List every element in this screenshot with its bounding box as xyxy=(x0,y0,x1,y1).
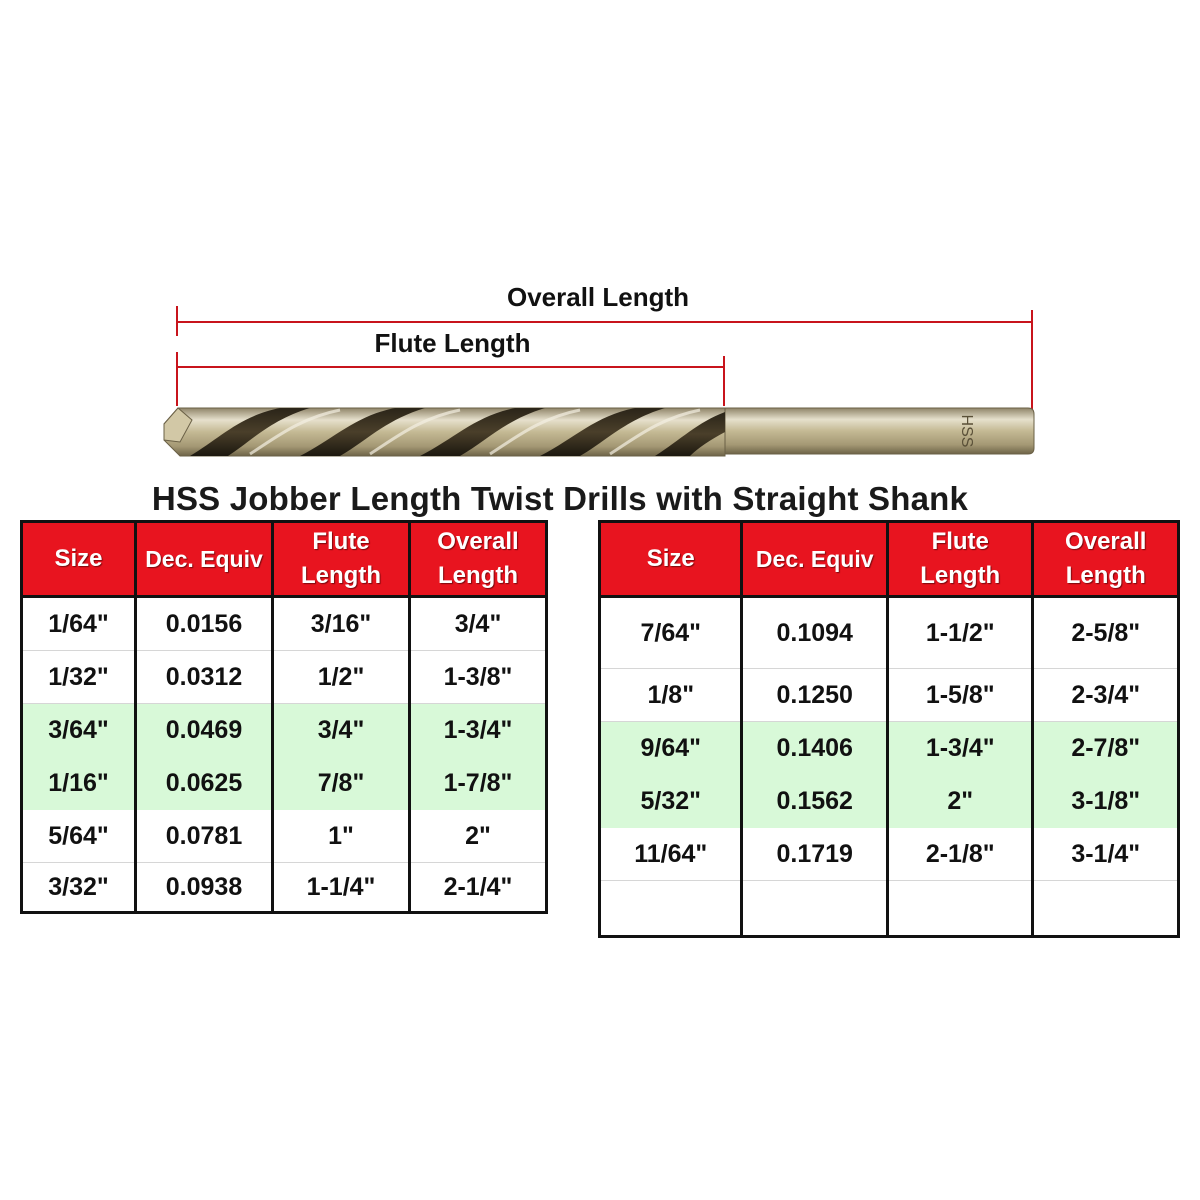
cell-size: 1/32" xyxy=(22,651,136,704)
cell-overall: 3-1/8" xyxy=(1033,775,1179,828)
column-header-overall-length: Overall Length xyxy=(1033,522,1179,597)
cell-flute: 2" xyxy=(887,775,1033,828)
table-row xyxy=(22,651,547,704)
cell-dec: 0.1094 xyxy=(742,597,888,669)
cell-overall: 2-7/8" xyxy=(1033,722,1179,775)
cell-flute xyxy=(887,881,1033,937)
drill-size-table-left xyxy=(20,520,548,914)
cell-flute: 3/16" xyxy=(273,597,410,651)
cell-size: 3/64" xyxy=(22,704,136,757)
cell-size: 3/32" xyxy=(22,863,136,913)
column-header-size: Size xyxy=(600,522,742,597)
cell-dec: 0.0156 xyxy=(136,597,273,651)
table-body-left xyxy=(22,597,547,913)
overall-length-left-tick xyxy=(176,306,178,336)
cell-size: 1/8" xyxy=(600,669,742,722)
column-header-size: Size xyxy=(22,522,136,597)
cell-overall: 2-3/4" xyxy=(1033,669,1179,722)
cell-flute: 1-1/4" xyxy=(273,863,410,913)
table-row xyxy=(600,669,1179,722)
cell-overall: 1-3/8" xyxy=(410,651,547,704)
cell-flute: 1" xyxy=(273,810,410,863)
table-row xyxy=(600,828,1179,881)
overall-length-right-tick xyxy=(1031,310,1033,410)
cell-dec: 0.0938 xyxy=(136,863,273,913)
cell-size: 1/16" xyxy=(22,757,136,810)
table-row xyxy=(22,810,547,863)
table-row xyxy=(22,757,547,810)
cell-overall: 1-3/4" xyxy=(410,704,547,757)
drill-size-table-right xyxy=(598,520,1180,938)
cell-overall xyxy=(1033,881,1179,937)
cell-dec: 0.1250 xyxy=(742,669,888,722)
table-row xyxy=(600,881,1179,937)
cell-size: 11/64" xyxy=(600,828,742,881)
table-body-right xyxy=(600,597,1179,937)
column-header-flute-length: Flute Length xyxy=(887,522,1033,597)
cell-flute: 3/4" xyxy=(273,704,410,757)
cell-dec: 0.1406 xyxy=(742,722,888,775)
cell-size: 9/64" xyxy=(600,722,742,775)
cell-overall: 1-7/8" xyxy=(410,757,547,810)
cell-dec xyxy=(742,881,888,937)
cell-dec: 0.0625 xyxy=(136,757,273,810)
table-row xyxy=(22,863,547,913)
table-row xyxy=(600,597,1179,669)
cell-flute: 2-1/8" xyxy=(887,828,1033,881)
flute-length-dimension-line xyxy=(177,366,725,368)
cell-dec: 0.1562 xyxy=(742,775,888,828)
cell-size: 1/64" xyxy=(22,597,136,651)
cell-size: 7/64" xyxy=(600,597,742,669)
cell-overall: 3/4" xyxy=(410,597,547,651)
cell-flute: 7/8" xyxy=(273,757,410,810)
table-row xyxy=(600,722,1179,775)
column-header-flute-length: Flute Length xyxy=(273,522,410,597)
overall-length-label: Overall Length xyxy=(506,282,690,312)
cell-size xyxy=(600,881,742,937)
page-title: HSS Jobber Length Twist Drills with Straight Shank xyxy=(151,480,969,517)
table-row xyxy=(600,775,1179,828)
column-header-dec-equiv: Dec. Equiv xyxy=(136,522,273,597)
table-row xyxy=(22,704,547,757)
overall-length-dimension-line xyxy=(177,321,1033,323)
column-header-overall-length: Overall Length xyxy=(410,522,547,597)
shank-marking: HSS xyxy=(958,414,975,448)
cell-dec: 0.1719 xyxy=(742,828,888,881)
cell-dec: 0.0312 xyxy=(136,651,273,704)
column-header-dec-equiv: Dec. Equiv xyxy=(742,522,888,597)
cell-flute: 1/2" xyxy=(273,651,410,704)
cell-overall: 2-1/4" xyxy=(410,863,547,913)
cell-flute: 1-3/4" xyxy=(887,722,1033,775)
cell-size: 5/32" xyxy=(600,775,742,828)
cell-overall: 3-1/4" xyxy=(1033,828,1179,881)
cell-size: 5/64" xyxy=(22,810,136,863)
cell-flute: 1-1/2" xyxy=(887,597,1033,669)
cell-overall: 2-5/8" xyxy=(1033,597,1179,669)
flute-length-label: Flute Length xyxy=(374,328,531,358)
twist-drill-illustration xyxy=(150,398,1040,468)
cell-dec: 0.0469 xyxy=(136,704,273,757)
cell-flute: 1-5/8" xyxy=(887,669,1033,722)
drill-shank xyxy=(710,408,1034,454)
cell-overall: 2" xyxy=(410,810,547,863)
cell-dec: 0.0781 xyxy=(136,810,273,863)
table-row xyxy=(22,597,547,651)
